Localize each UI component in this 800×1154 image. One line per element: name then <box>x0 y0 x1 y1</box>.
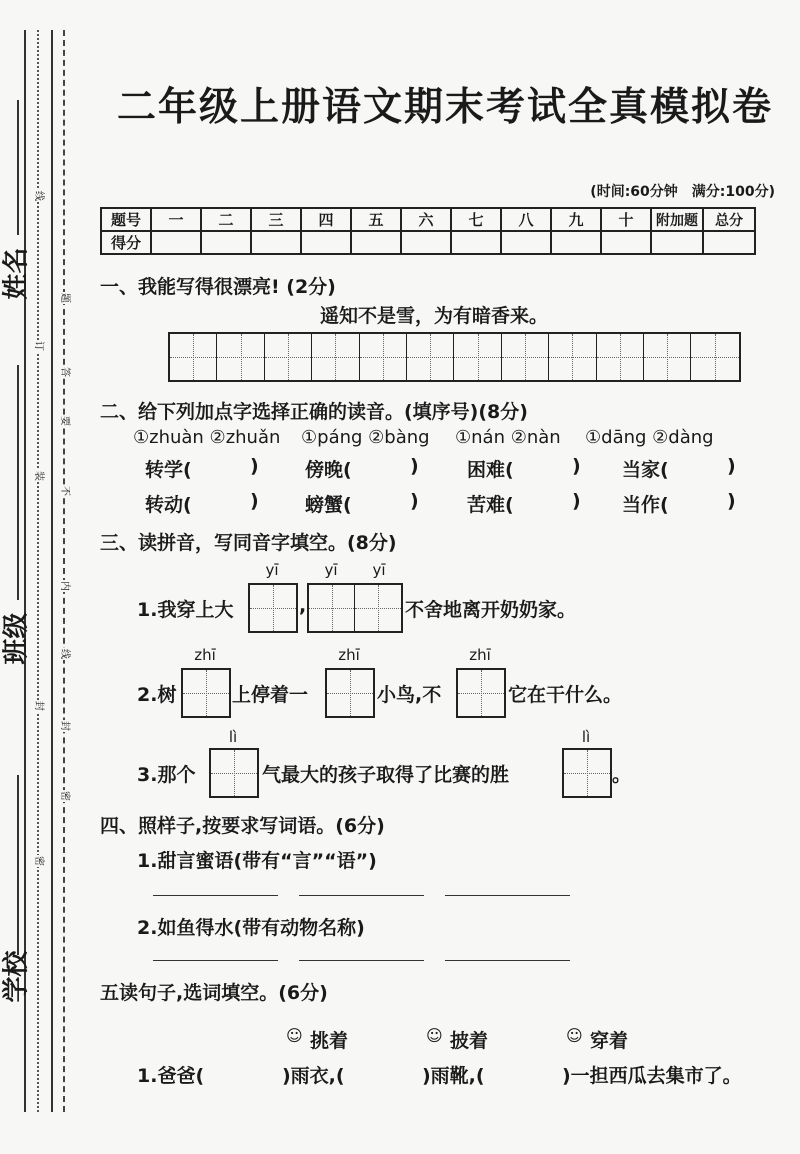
section-5-heading: 五读句子,选词填空。(6分) <box>100 982 328 1004</box>
score-row-label: 得分 <box>101 231 151 254</box>
margin-mark: 线 <box>59 649 70 659</box>
reading-item: 螃蟹( <box>305 494 352 516</box>
margin-mark: 订 <box>33 341 44 351</box>
exam-meta: (时间:60分钟 满分:100分) <box>590 184 775 200</box>
score-header-cell: 三 <box>251 208 301 231</box>
score-header-cell: 二 <box>201 208 251 231</box>
score-header-cell: 六 <box>401 208 451 231</box>
margin-mark: 封 <box>59 721 70 731</box>
answer-paren[interactable]: ) <box>572 455 581 477</box>
score-cell[interactable] <box>703 231 755 254</box>
margin-mark: 密 <box>59 791 70 801</box>
cartoon-kid-icon: ☺ <box>426 1026 443 1045</box>
score-cell[interactable] <box>201 231 251 254</box>
q1-comma: , <box>299 595 307 617</box>
score-header-cell: 七 <box>451 208 501 231</box>
score-header-cell: 五 <box>351 208 401 231</box>
grid-cell[interactable] <box>549 334 596 380</box>
score-cell[interactable] <box>401 231 451 254</box>
margin-mark: 题 <box>59 293 70 303</box>
grid-cell[interactable] <box>217 334 264 380</box>
answer-box[interactable] <box>456 668 506 718</box>
score-cell[interactable] <box>651 231 703 254</box>
answer-line[interactable] <box>153 895 278 896</box>
score-cell[interactable] <box>251 231 301 254</box>
pinyin-option: ①páng ②bàng <box>301 427 430 448</box>
answer-paren[interactable]: ) <box>250 455 259 477</box>
q4-2-text: 2.如鱼得水(带有动物名称) <box>137 917 365 939</box>
pinyin-option: ①zhuàn ②zhuǎn <box>133 427 281 448</box>
margin-mark: 密 <box>33 856 44 866</box>
score-cell[interactable] <box>351 231 401 254</box>
class-underline <box>17 365 19 600</box>
score-header-cell: 题号 <box>101 208 151 231</box>
reading-item: 困难( <box>467 459 514 481</box>
score-row <box>101 231 755 254</box>
writing-grid[interactable] <box>168 332 741 382</box>
score-cell[interactable] <box>601 231 651 254</box>
q4-1-text: 1.甜言蜜语(带有“言”“语”) <box>137 850 377 872</box>
grid-cell[interactable] <box>691 334 738 380</box>
cartoon-kid-icon: ☺ <box>286 1026 303 1045</box>
answer-line[interactable] <box>445 960 570 961</box>
answer-line[interactable] <box>445 895 570 896</box>
margin-mark: 线 <box>33 191 44 201</box>
margin-mark: 要 <box>59 416 70 426</box>
poem-line: 遥知不是雪，为有暗香来。 <box>320 305 549 327</box>
sentence-part: )雨靴,( <box>422 1065 485 1087</box>
page-title: 二年级上册语文期末考试全真模拟卷 <box>116 85 773 130</box>
margin-mark: 答 <box>59 367 70 377</box>
answer-box[interactable] <box>307 583 403 633</box>
answer-box[interactable] <box>325 668 375 718</box>
score-header-cell: 总分 <box>703 208 755 231</box>
word-option: 挑着 <box>310 1030 349 1052</box>
class-label: 班级 <box>1 612 32 665</box>
margin-line <box>51 30 53 1112</box>
answer-paren[interactable]: ) <box>250 490 259 512</box>
q1-text: 不舍地离开奶奶家。 <box>405 599 577 621</box>
section-3-heading: 三、读拼音，写同音字填空。(8分) <box>100 532 397 554</box>
school-label: 学校 <box>1 950 32 1003</box>
pinyin-hint: yī <box>324 561 338 579</box>
sentence-part: )雨衣,( <box>282 1065 345 1087</box>
grid-cell[interactable] <box>597 334 644 380</box>
score-cell[interactable] <box>501 231 551 254</box>
q3-text: 3.那个 <box>137 764 196 786</box>
pinyin-option: ①dāng ②dàng <box>585 427 714 448</box>
grid-cell[interactable] <box>454 334 501 380</box>
score-header-cell: 八 <box>501 208 551 231</box>
reading-item: 转动( <box>145 494 192 516</box>
answer-paren[interactable]: ) <box>572 490 581 512</box>
margin-mark: 装 <box>33 471 44 481</box>
reading-item: 苦难( <box>467 494 514 516</box>
answer-box[interactable] <box>562 748 612 798</box>
margin-dashed-line <box>63 30 65 1112</box>
answer-paren[interactable]: ) <box>727 490 736 512</box>
grid-cell[interactable] <box>170 334 217 380</box>
name-underline <box>17 100 19 235</box>
q3-text: 气最大的孩子取得了比赛的胜 <box>262 764 510 786</box>
pinyin-hint: zhī <box>194 646 216 664</box>
score-header-cell: 九 <box>551 208 601 231</box>
grid-cell[interactable] <box>312 334 359 380</box>
sentence-part: )一担西瓜去集市了。 <box>562 1065 742 1087</box>
name-label: 姓名 <box>1 247 32 300</box>
answer-box[interactable] <box>209 748 259 798</box>
answer-paren[interactable]: ) <box>410 455 419 477</box>
answer-paren[interactable]: ) <box>410 490 419 512</box>
grid-cell[interactable] <box>407 334 454 380</box>
score-table <box>100 207 756 255</box>
pinyin-hint: yī <box>372 561 386 579</box>
answer-line[interactable] <box>299 895 424 896</box>
pinyin-hint: zhī <box>469 646 491 664</box>
score-header-cell: 十 <box>601 208 651 231</box>
pinyin-hint: zhī <box>338 646 360 664</box>
word-option: 穿着 <box>590 1030 629 1052</box>
q2-text: 它在干什么。 <box>508 684 623 706</box>
grid-cell[interactable] <box>265 334 312 380</box>
q2-text: 小鸟,不 <box>377 684 442 706</box>
score-header-cell: 四 <box>301 208 351 231</box>
score-cell[interactable] <box>451 231 501 254</box>
score-cell[interactable] <box>151 231 201 254</box>
margin-mark: 内 <box>59 581 70 591</box>
cartoon-kid-icon: ☺ <box>566 1026 583 1045</box>
score-cell[interactable] <box>301 231 351 254</box>
answer-box[interactable] <box>248 583 298 633</box>
pinyin-hint: yī <box>265 561 279 579</box>
section-2-heading: 二、给下列加点字选择正确的读音。(填序号)(8分) <box>100 401 528 423</box>
answer-line[interactable] <box>299 960 424 961</box>
q2-text: 2.树 <box>137 684 177 706</box>
score-header-row <box>101 208 755 231</box>
answer-box[interactable] <box>181 668 231 718</box>
q2-text: 上停着一 <box>232 684 309 706</box>
score-header-cell: 一 <box>151 208 201 231</box>
section-4-heading: 四、照样子,按要求写词语。(6分) <box>100 815 385 837</box>
reading-item: 傍晚( <box>305 459 352 481</box>
reading-item: 当家( <box>622 459 669 481</box>
pinyin-hint: lì <box>581 728 591 746</box>
answer-paren[interactable]: ) <box>727 455 736 477</box>
score-header-cell: 附加题 <box>651 208 703 231</box>
grid-cell[interactable] <box>644 334 691 380</box>
school-underline <box>17 775 19 955</box>
answer-line[interactable] <box>153 960 278 961</box>
sentence-part: 1.爸爸( <box>137 1065 205 1087</box>
word-option: 披着 <box>450 1030 489 1052</box>
pinyin-hint: lì <box>228 728 238 746</box>
margin-mark: 封 <box>33 701 44 711</box>
q3-text: 。 <box>612 764 632 786</box>
grid-cell[interactable] <box>502 334 549 380</box>
pinyin-option: ①nán ②nàn <box>455 427 561 448</box>
section-1-heading: 一、我能写得很漂亮! (2分) <box>100 276 336 298</box>
grid-cell[interactable] <box>360 334 407 380</box>
q1-text: 1.我穿上大 <box>137 599 234 621</box>
reading-item: 转学( <box>145 459 192 481</box>
margin-mark: 不 <box>59 486 70 496</box>
score-cell[interactable] <box>551 231 601 254</box>
reading-item: 当作( <box>622 494 669 516</box>
